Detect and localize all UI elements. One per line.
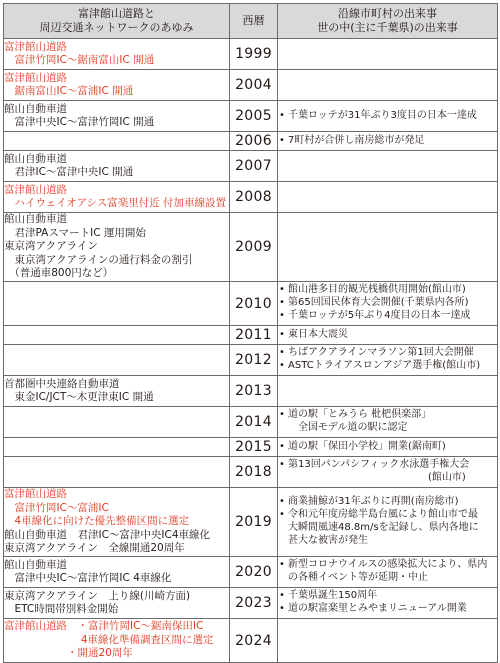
road-history-line: 富津竹岡IC～鋸南富山IC 開通 — [4, 54, 155, 66]
timeline-row — [4, 488, 498, 557]
road-history-line: 東京湾アクアライン — [4, 240, 98, 253]
timeline-row — [4, 407, 498, 438]
road-history-cell — [4, 282, 230, 326]
local-events-cell — [278, 70, 498, 101]
local-events-cell — [278, 182, 498, 213]
year-cell: 2008 — [230, 182, 278, 213]
local-events-cell — [278, 588, 498, 619]
year-cell: 2014 — [230, 407, 278, 438]
event-text: の各種イベント等が延期・中止 — [288, 572, 428, 583]
header-year — [230, 4, 278, 39]
year-cell: 2006 — [230, 132, 278, 151]
event-item — [278, 603, 497, 616]
road-history-line: 館山自動車道 — [4, 558, 67, 571]
event-text: • 道の駅「保田小学校」開業(鋸南町) — [288, 440, 446, 452]
timeline-row — [4, 213, 498, 282]
road-history-line: 首都圏中央連絡自動車道 — [4, 377, 120, 390]
local-events-cell — [278, 101, 498, 132]
event-text: • 新型コロナウイルスの感染拡大により、県内 — [288, 559, 488, 571]
year-cell: 2018 — [230, 457, 278, 488]
event-text: • 7町村が合併し南房総市が発足 — [288, 134, 425, 146]
event-text: • 第13回パンパシフィック水泳選手権大会 — [288, 459, 470, 471]
road-history-line: 君津IC～富津中央IC 開通 — [4, 166, 134, 178]
local-events-cell — [278, 345, 498, 376]
event-item — [278, 284, 497, 297]
event-text: 全国モデル道の駅に認定 — [288, 422, 408, 433]
year-cell: 1999 — [230, 39, 278, 70]
event-item — [278, 441, 497, 454]
header-road-history-line1: 富津館山道路と — [78, 7, 155, 20]
road-history-line: 富津館山道路 — [4, 40, 67, 53]
local-events-cell — [278, 282, 498, 326]
event-text: • 千葉県誕生150周年 — [288, 590, 378, 602]
timeline-row — [4, 619, 498, 663]
local-events-cell — [278, 438, 498, 457]
road-history-cell — [4, 588, 230, 619]
event-text: • 道の駅富楽里とみやまリニューアル開業 — [288, 603, 467, 614]
timeline-row — [4, 345, 498, 376]
local-events-cell — [278, 151, 498, 182]
local-events-cell — [278, 557, 498, 588]
timeline-row — [4, 457, 498, 488]
event-text: • ASTCトライアスロンアジア選手権(館山市) — [288, 360, 481, 371]
timeline-row — [4, 588, 498, 619]
road-history-line: 君津PAスマートIC 運用開始 — [4, 226, 146, 239]
road-history-cell — [4, 70, 230, 101]
event-text: • 第65回国民体育大会開催(千葉県内各所) — [288, 297, 469, 309]
timeline-row — [4, 70, 498, 101]
timeline-row — [4, 101, 498, 132]
event-item — [278, 310, 497, 323]
road-history-cell — [4, 619, 230, 663]
road-history-line: ・開通20周年 — [4, 647, 133, 660]
event-text: • 道の駅「とみうら 枇杷倶楽部」 — [288, 409, 432, 421]
event-text: • 千葉ロッテが31年ぶり3度目の日本一達成 — [288, 109, 477, 121]
local-events-cell — [278, 457, 498, 488]
event-item — [278, 135, 497, 148]
road-history-line: ETC時間帯別料金開始 — [4, 603, 119, 615]
event-text: • 令和元年度房総半島台風により館山市で最 — [288, 509, 478, 521]
road-history-line: 富津中央IC～富津竹岡IC 開通 — [4, 116, 155, 128]
event-item — [278, 509, 497, 547]
road-history-cell — [4, 101, 230, 132]
road-history-line: 東金IC/JCT～木更津東IC 開通 — [4, 391, 154, 403]
road-history-cell — [4, 407, 230, 438]
road-history-cell — [4, 557, 230, 588]
road-history-cell — [4, 376, 230, 407]
timeline-row — [4, 132, 498, 151]
year-cell: 2015 — [230, 438, 278, 457]
event-item — [278, 360, 497, 373]
local-events-cell — [278, 619, 498, 663]
road-history-line: 館山自動車道 — [4, 213, 67, 226]
local-events-cell — [278, 132, 498, 151]
road-history-line: 東京湾アクアライン 上り線(川崎方面) — [4, 589, 191, 602]
year-cell: 2011 — [230, 326, 278, 345]
year-cell: 2024 — [230, 619, 278, 663]
road-history-line: 東京湾アクアライン 全線開通20周年 — [4, 542, 185, 555]
event-text: • 千葉ロッテが5年ぶり4度目の日本一達成 — [288, 309, 471, 321]
local-events-cell — [278, 407, 498, 438]
event-item — [278, 110, 497, 123]
road-history-line: 富津館山道路 — [4, 183, 67, 196]
road-history-cell — [4, 345, 230, 376]
timeline-row — [4, 557, 498, 588]
local-events-cell — [278, 326, 498, 345]
road-history-line: 富津館山道路 — [4, 488, 67, 501]
timeline-row — [4, 39, 498, 70]
event-text: • 東日本大震災 — [288, 328, 348, 340]
year-cell: 2004 — [230, 70, 278, 101]
header-local-events — [278, 4, 498, 39]
event-item — [278, 409, 497, 435]
year-cell: 2020 — [230, 557, 278, 588]
road-history-line: ハイウェイオアシス富楽里付近 付加車線設置 — [4, 197, 227, 209]
header-local-events-line1: 沿線市町村の出来事 — [338, 7, 437, 20]
road-history-line: 4車線化準備調査区間に選定 — [4, 633, 214, 646]
year-cell: 2007 — [230, 151, 278, 182]
header-road-history — [4, 4, 230, 39]
road-history-cell — [4, 151, 230, 182]
local-events-cell — [278, 213, 498, 282]
road-history-line: 富津中央IC～富津竹岡IC 4車線化 — [4, 572, 172, 584]
event-text: • ちばアクアラインマラソン第1回大会開催 — [288, 347, 474, 359]
road-history-cell — [4, 457, 230, 488]
event-text: 甚大な被害が発生 — [288, 534, 368, 546]
event-item — [278, 347, 497, 360]
road-history-cell — [4, 438, 230, 457]
road-history-line: 富津館山道路 ・富津竹岡IC～鋸南保田IC — [4, 620, 204, 633]
road-history-line: 鋸南富山IC～富浦IC 開通 — [4, 85, 134, 97]
local-events-cell — [278, 39, 498, 70]
event-text: 大瞬間風速48.8m/sを記録し、県内各地に — [288, 522, 479, 533]
timeline-row — [4, 282, 498, 326]
road-history-line: 富津館山道路 — [4, 71, 67, 84]
road-history-line: 館山自動車道 — [4, 152, 67, 165]
timeline-body — [4, 39, 498, 663]
road-history-line: （普通車800円など） — [4, 267, 114, 280]
timeline-table — [3, 3, 498, 663]
year-cell: 2010 — [230, 282, 278, 326]
timeline-row — [4, 326, 498, 345]
year-cell: 2019 — [230, 488, 278, 557]
timeline-row — [4, 438, 498, 457]
road-history-cell — [4, 213, 230, 282]
year-cell: 2013 — [230, 376, 278, 407]
event-text: • 商業捕鯨が31年ぶりに再開(南房総市) — [288, 496, 459, 508]
event-text: (館山市) — [288, 472, 466, 483]
local-events-cell — [278, 376, 498, 407]
road-history-line: 館山自動車道 君津IC～富津中央IC4車線化 — [4, 528, 211, 541]
year-cell: 2009 — [230, 213, 278, 282]
timeline-row — [4, 376, 498, 407]
road-history-cell — [4, 39, 230, 70]
road-history-cell — [4, 326, 230, 345]
event-item — [278, 496, 497, 509]
header-road-history-line2: 周辺交通ネットワークのあゆみ — [39, 21, 194, 34]
timeline-row — [4, 182, 498, 213]
road-history-line: 4車線化に向けた優先整備区間に選定 — [4, 515, 190, 528]
header-year-label: 西暦 — [242, 14, 265, 27]
year-cell: 2023 — [230, 588, 278, 619]
year-cell: 2012 — [230, 345, 278, 376]
header-local-events-line2: 世の中(主に千葉県)の出来事 — [317, 21, 458, 34]
road-history-line: 富津竹岡IC～富浦IC — [4, 501, 109, 514]
event-item — [278, 297, 497, 310]
event-item — [278, 559, 497, 585]
road-history-cell — [4, 182, 230, 213]
event-item — [278, 590, 497, 603]
event-text: • 館山港多目的観光桟橋供用開始(館山市) — [288, 284, 466, 296]
timeline-row — [4, 151, 498, 182]
event-item — [278, 459, 497, 485]
year-cell: 2005 — [230, 101, 278, 132]
road-history-cell — [4, 488, 230, 557]
road-history-cell — [4, 132, 230, 151]
road-history-line: 東京湾アクアラインの通行料金の割引 — [4, 253, 193, 266]
road-history-line: 館山自動車道 — [4, 102, 67, 115]
event-item — [278, 329, 497, 342]
local-events-cell — [278, 488, 498, 557]
header-row — [4, 4, 498, 39]
